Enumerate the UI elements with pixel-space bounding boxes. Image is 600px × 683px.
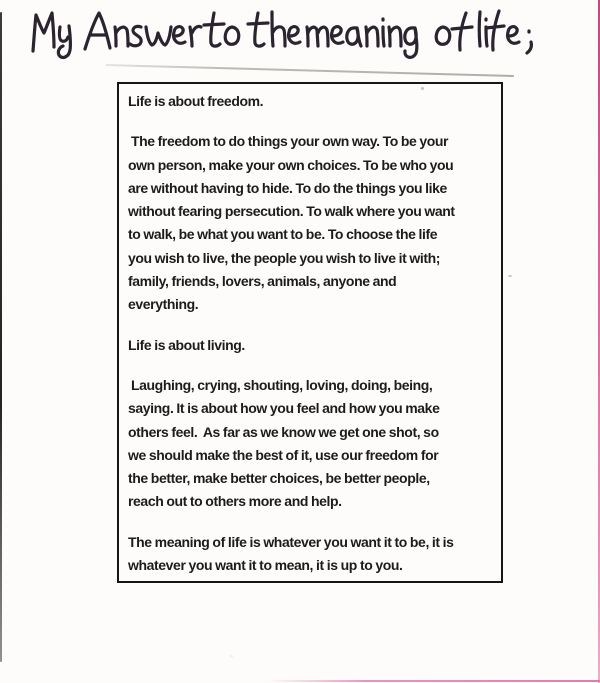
text-line: Life is about freedom.	[128, 93, 264, 109]
scan-artifact-faint-line	[106, 64, 514, 77]
handwriting-word-the	[248, 12, 300, 46]
handwriting-word-to	[204, 13, 239, 46]
scan-speck	[230, 655, 233, 658]
text-line: Laughing, crying, shouting, loving, doing, being,	[128, 376, 433, 393]
paragraph-freedom-heading	[128, 90, 493, 113]
text-line: without fearing persecution. To walk where you want	[128, 203, 455, 220]
text-line: reach out to others more and help.	[128, 493, 342, 510]
text-line: the better, make better choices, be better people,	[128, 470, 430, 487]
text-line: whatever you want it to mean, it is up to you.	[128, 557, 403, 574]
text-line: everything.	[128, 296, 199, 313]
text-line: own person, make your own choices. To be who you	[128, 156, 454, 173]
text-line: saying. It is about how you feel and how you make	[128, 400, 440, 417]
paragraph-conclusion	[128, 531, 493, 578]
handwriting-word-life	[479, 11, 531, 53]
handwritten-title	[0, 0, 600, 65]
text-line: Life is about living.	[128, 336, 245, 353]
text-line: are without having to hide. To do the things you like	[128, 179, 447, 196]
text-line: The meaning of life is whatever you want it to be, it is	[128, 533, 454, 550]
handwriting-word-my	[33, 13, 70, 57]
text-line: to walk, be what you want to be. To choose the life	[128, 226, 438, 243]
scan-speck	[421, 87, 424, 90]
scan-speck	[508, 275, 512, 277]
scan-artifact-left-edge	[0, 12, 2, 662]
text-line: you wish to live, the people you wish to live it with;	[128, 249, 441, 266]
note-box	[117, 82, 503, 583]
text-line: others feel. As far as we know we get one shot, so	[128, 423, 439, 440]
handwriting-word-answer	[85, 13, 201, 49]
paragraph-living-heading	[128, 334, 493, 357]
handwriting-word-of	[436, 13, 472, 50]
scan-artifact-bottom-edge-pink	[268, 680, 600, 682]
paragraph-living-body	[128, 374, 493, 514]
text-line: we should make the best of it, use our freedom for	[128, 446, 439, 463]
handwriting-word-meaning	[307, 19, 417, 57]
paragraph-freedom-body	[128, 130, 493, 316]
text-line: family, friends, lovers, animals, anyone and	[128, 273, 397, 290]
text-line: The freedom to do things your own way. To be your	[128, 133, 449, 150]
